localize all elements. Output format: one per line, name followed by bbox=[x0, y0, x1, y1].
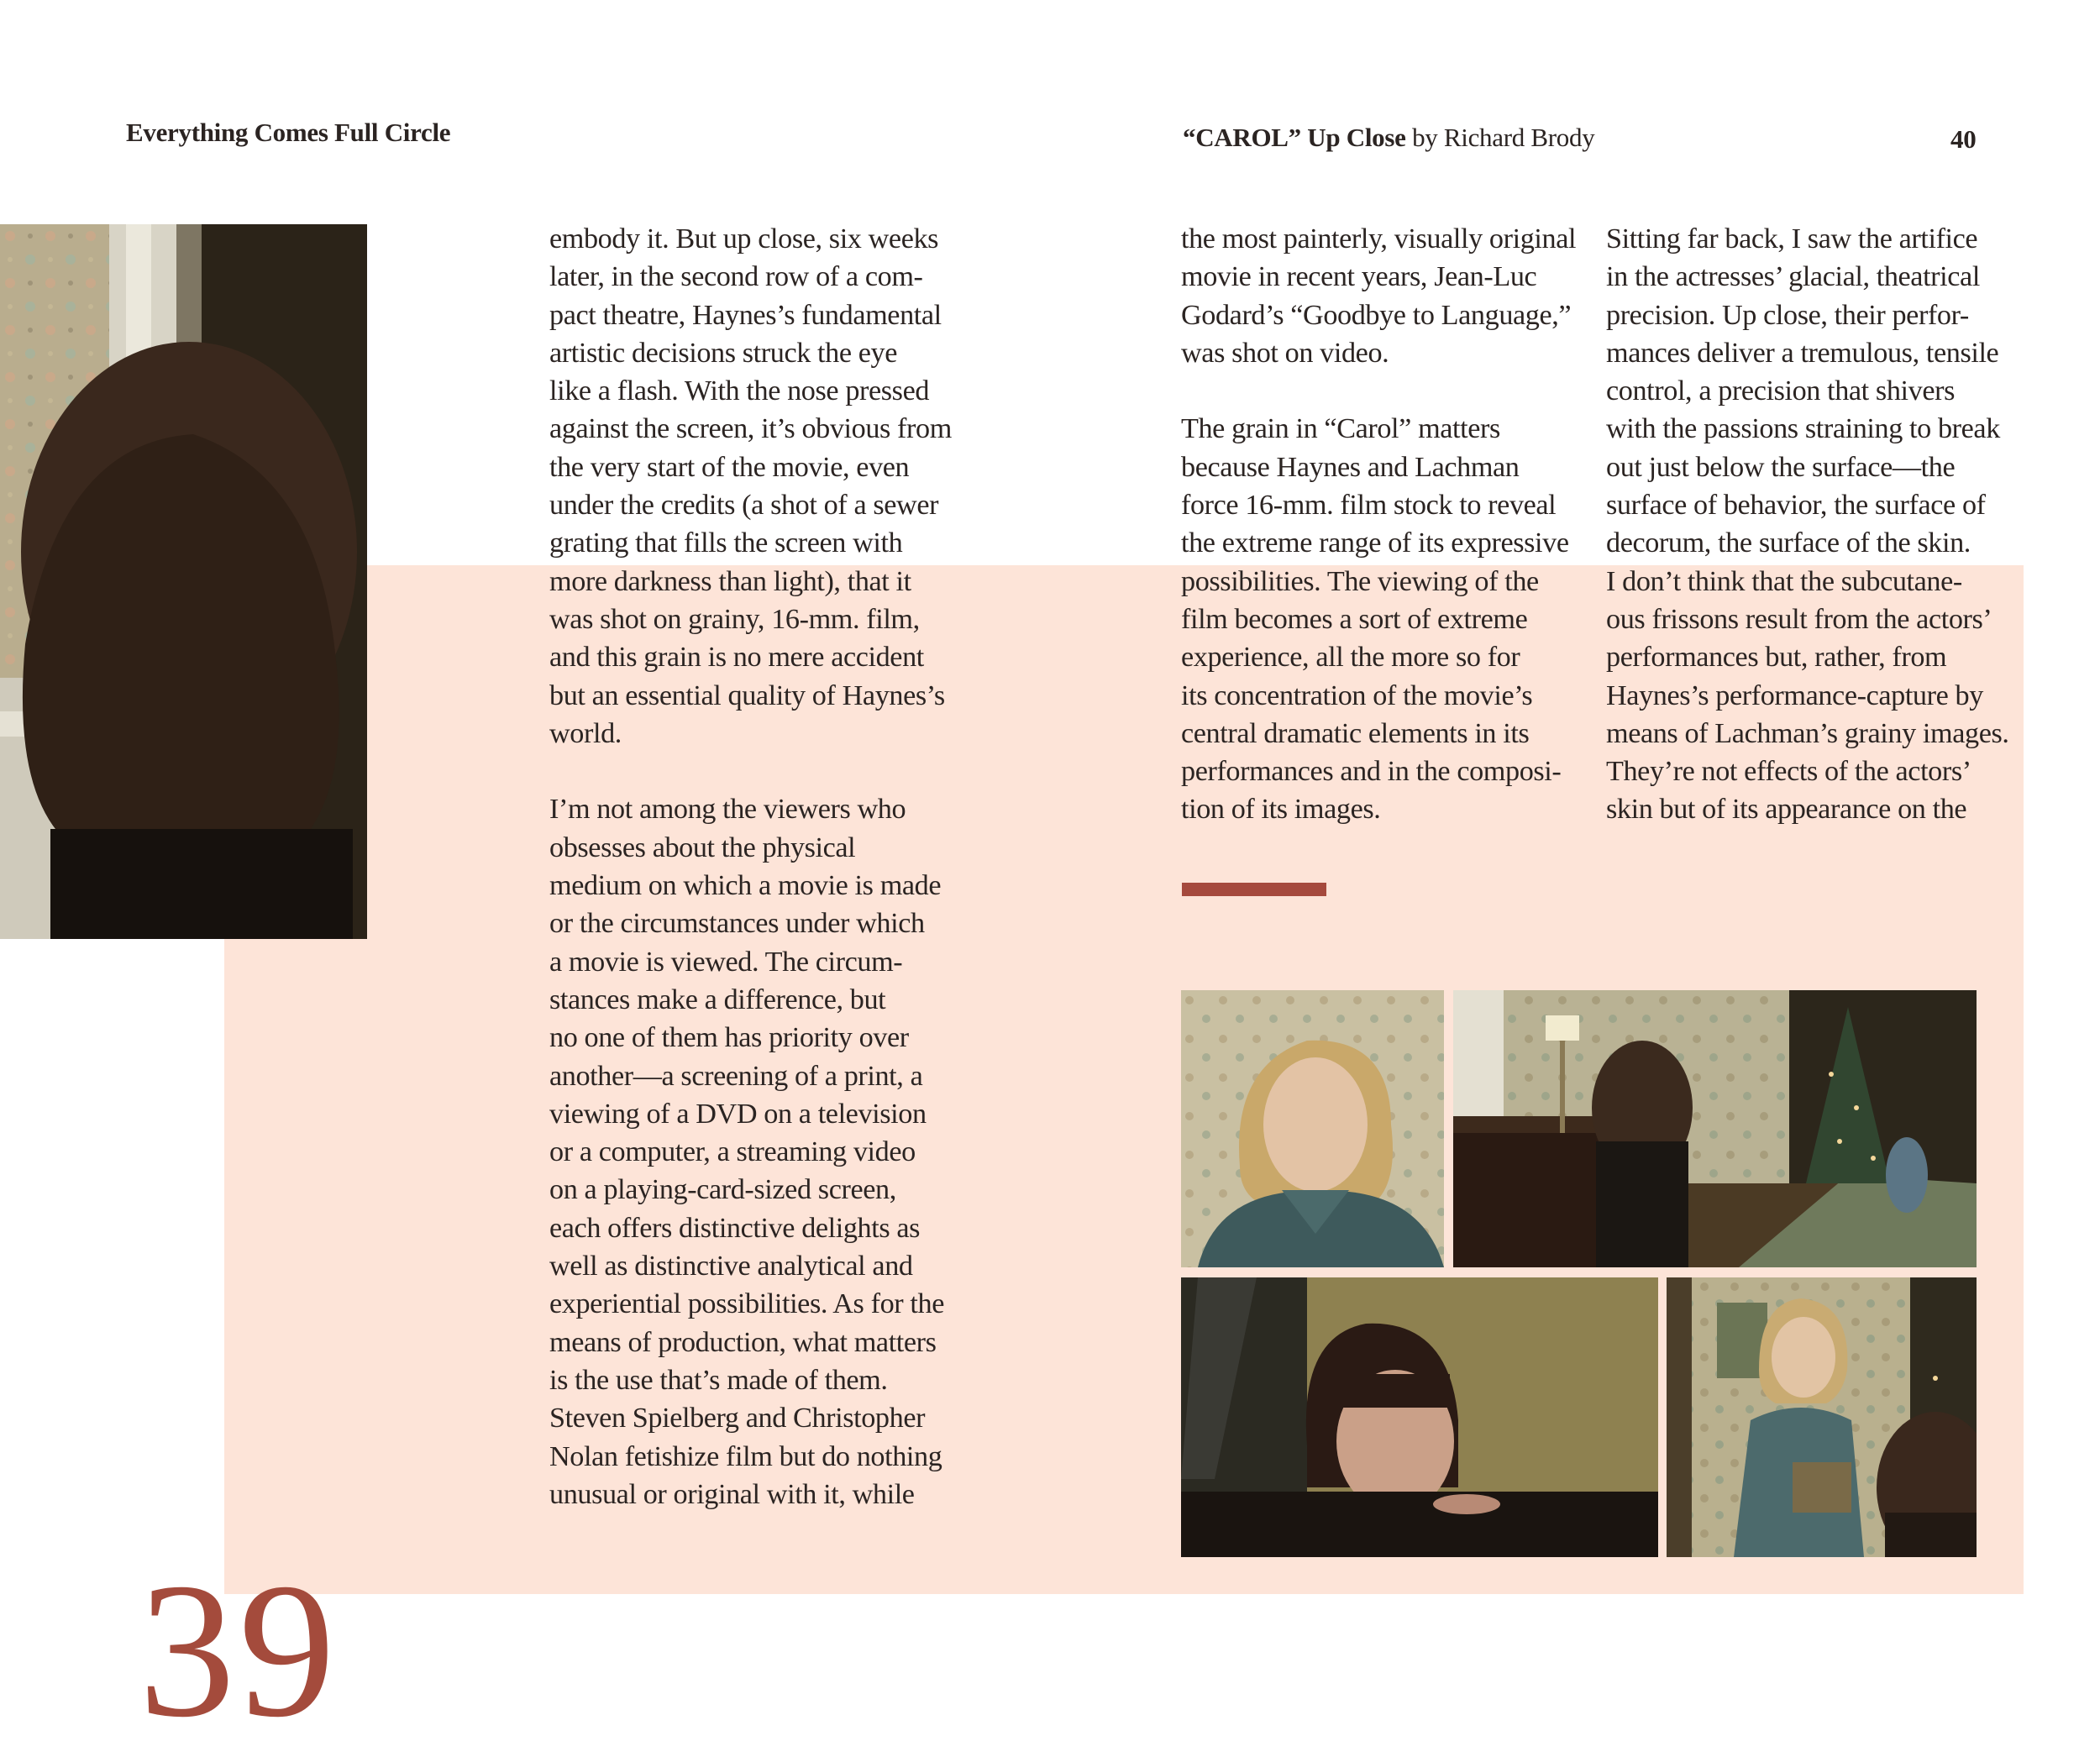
text-line: means of Lachman’s grainy images. bbox=[1606, 717, 2009, 749]
text-line: means of production, what matters bbox=[549, 1326, 937, 1358]
film-still-therese-piano bbox=[1181, 1277, 1658, 1557]
section-title: Everything Comes Full Circle bbox=[126, 118, 451, 147]
text-line: or a computer, a streaming video bbox=[549, 1136, 916, 1168]
text-line: mances deliver a tremulous, tensile bbox=[1606, 337, 1999, 369]
text-line: force 16-mm. film stock to reveal bbox=[1181, 490, 1557, 522]
article-byline: by Richard Brody bbox=[1412, 123, 1595, 152]
text-line: world. bbox=[549, 717, 622, 749]
text-line: decorum, the surface of the skin. bbox=[1606, 527, 1971, 559]
text-line: another—a screening of a print, a bbox=[549, 1060, 923, 1092]
text-line: but an essential quality of Haynes’s bbox=[549, 679, 945, 711]
article-title-text: “CAROL” Up Close bbox=[1183, 123, 1406, 152]
text-line: against the screen, it’s obvious from bbox=[549, 413, 952, 445]
text-line: pact theatre, Haynes’s fundamental bbox=[549, 299, 942, 331]
text-line: well as distinctive analytical and bbox=[549, 1251, 913, 1282]
page-number-right: 40 bbox=[1950, 124, 1977, 154]
text-line: Steven Spielberg and Christopher bbox=[549, 1403, 926, 1434]
text-line: tion of its images. bbox=[1181, 794, 1381, 826]
text-line: and this grain is no mere accident bbox=[549, 642, 924, 674]
text-line: the extreme range of its expressive bbox=[1181, 527, 1569, 559]
text-line: was shot on video. bbox=[1181, 337, 1389, 369]
text-line: its concentration of the movie’s bbox=[1181, 679, 1533, 711]
text-line: the very start of the movie, even bbox=[549, 451, 910, 483]
text-line: control, a precision that shivers bbox=[1606, 375, 1955, 407]
text-line: on a playing-card-sized screen, bbox=[549, 1174, 896, 1206]
text-line: I’m not among the viewers who bbox=[549, 794, 906, 826]
text-line: no one of them has priority over bbox=[549, 1022, 909, 1054]
text-line: more darkness than light), that it bbox=[549, 565, 911, 597]
page-number-large: 39 bbox=[139, 1543, 339, 1757]
article-column-3 bbox=[1606, 220, 2009, 829]
text-line: I don’t think that the subcutane- bbox=[1606, 565, 1962, 597]
film-still-carol-standing bbox=[1667, 1277, 1977, 1557]
text-line: precision. Up close, their perfor- bbox=[1606, 299, 1969, 331]
text-line: Haynes’s performance-capture by bbox=[1606, 679, 1983, 711]
text-line: embody it. But up close, six weeks bbox=[549, 223, 939, 254]
text-line: is the use that’s made of them. bbox=[549, 1364, 888, 1396]
text-line: because Haynes and Lachman bbox=[1181, 451, 1520, 483]
text-line: the most painterly, visually original bbox=[1181, 223, 1577, 254]
text-line: movie in recent years, Jean-Luc bbox=[1181, 261, 1537, 293]
text-line: later, in the second row of a com- bbox=[549, 261, 923, 293]
text-line: grating that fills the screen with bbox=[549, 527, 903, 559]
text-line: like a flash. With the nose pressed bbox=[549, 375, 930, 407]
text-line: a movie is viewed. The circum- bbox=[549, 946, 903, 978]
text-line: ous frissons result from the actors’ bbox=[1606, 603, 1992, 635]
text-line: was shot on grainy, 16-mm. film, bbox=[549, 603, 920, 635]
text-line: out just below the surface—the bbox=[1606, 451, 1956, 483]
paragraph-gap bbox=[549, 753, 952, 790]
text-line: or the circumstances under which bbox=[549, 908, 925, 940]
text-line: They’re not effects of the actors’ bbox=[1606, 756, 1971, 788]
text-line: artistic decisions struck the eye bbox=[549, 337, 898, 369]
accent-rule bbox=[1182, 883, 1326, 896]
text-line: film becomes a sort of extreme bbox=[1181, 603, 1528, 635]
text-line: Nolan fetishize film but do nothing bbox=[549, 1440, 942, 1472]
text-line: The grain in “Carol” matters bbox=[1181, 413, 1500, 445]
text-line: Godard’s “Goodbye to Language,” bbox=[1181, 299, 1572, 331]
article-column-2 bbox=[1181, 220, 1576, 829]
text-line: unusual or original with it, while bbox=[549, 1478, 915, 1510]
text-line: each offers distinctive delights as bbox=[549, 1212, 921, 1244]
text-line: skin but of its appearance on the bbox=[1606, 794, 1967, 826]
text-line: viewing of a DVD on a television bbox=[549, 1098, 927, 1130]
film-still-carol-portrait bbox=[1181, 990, 1444, 1267]
text-line: Sitting far back, I saw the artifice bbox=[1606, 223, 1978, 254]
text-line: obsesses about the physical bbox=[549, 831, 856, 863]
text-line: performances but, rather, from bbox=[1606, 642, 1947, 674]
paragraph-gap bbox=[1181, 372, 1576, 410]
text-line: surface of behavior, the surface of bbox=[1606, 490, 1986, 522]
text-line: with the passions straining to break bbox=[1606, 413, 2000, 445]
film-still-woman-back bbox=[0, 224, 367, 939]
text-line: medium on which a movie is made bbox=[549, 870, 942, 902]
text-line: experience, all the more so for bbox=[1181, 642, 1520, 674]
text-line: central dramatic elements in its bbox=[1181, 717, 1530, 749]
article-title bbox=[1183, 123, 1594, 153]
text-line: experiential possibilities. As for the bbox=[549, 1288, 944, 1320]
text-line: under the credits (a shot of a sewer bbox=[549, 490, 939, 522]
text-line: in the actresses’ glacial, theatrical bbox=[1606, 261, 1980, 293]
text-line: performances and in the composi- bbox=[1181, 756, 1562, 788]
film-still-piano-room bbox=[1453, 990, 1977, 1267]
article-column-1 bbox=[549, 220, 952, 1513]
text-line: possibilities. The viewing of the bbox=[1181, 565, 1539, 597]
text-line: stances make a difference, but bbox=[549, 983, 886, 1015]
